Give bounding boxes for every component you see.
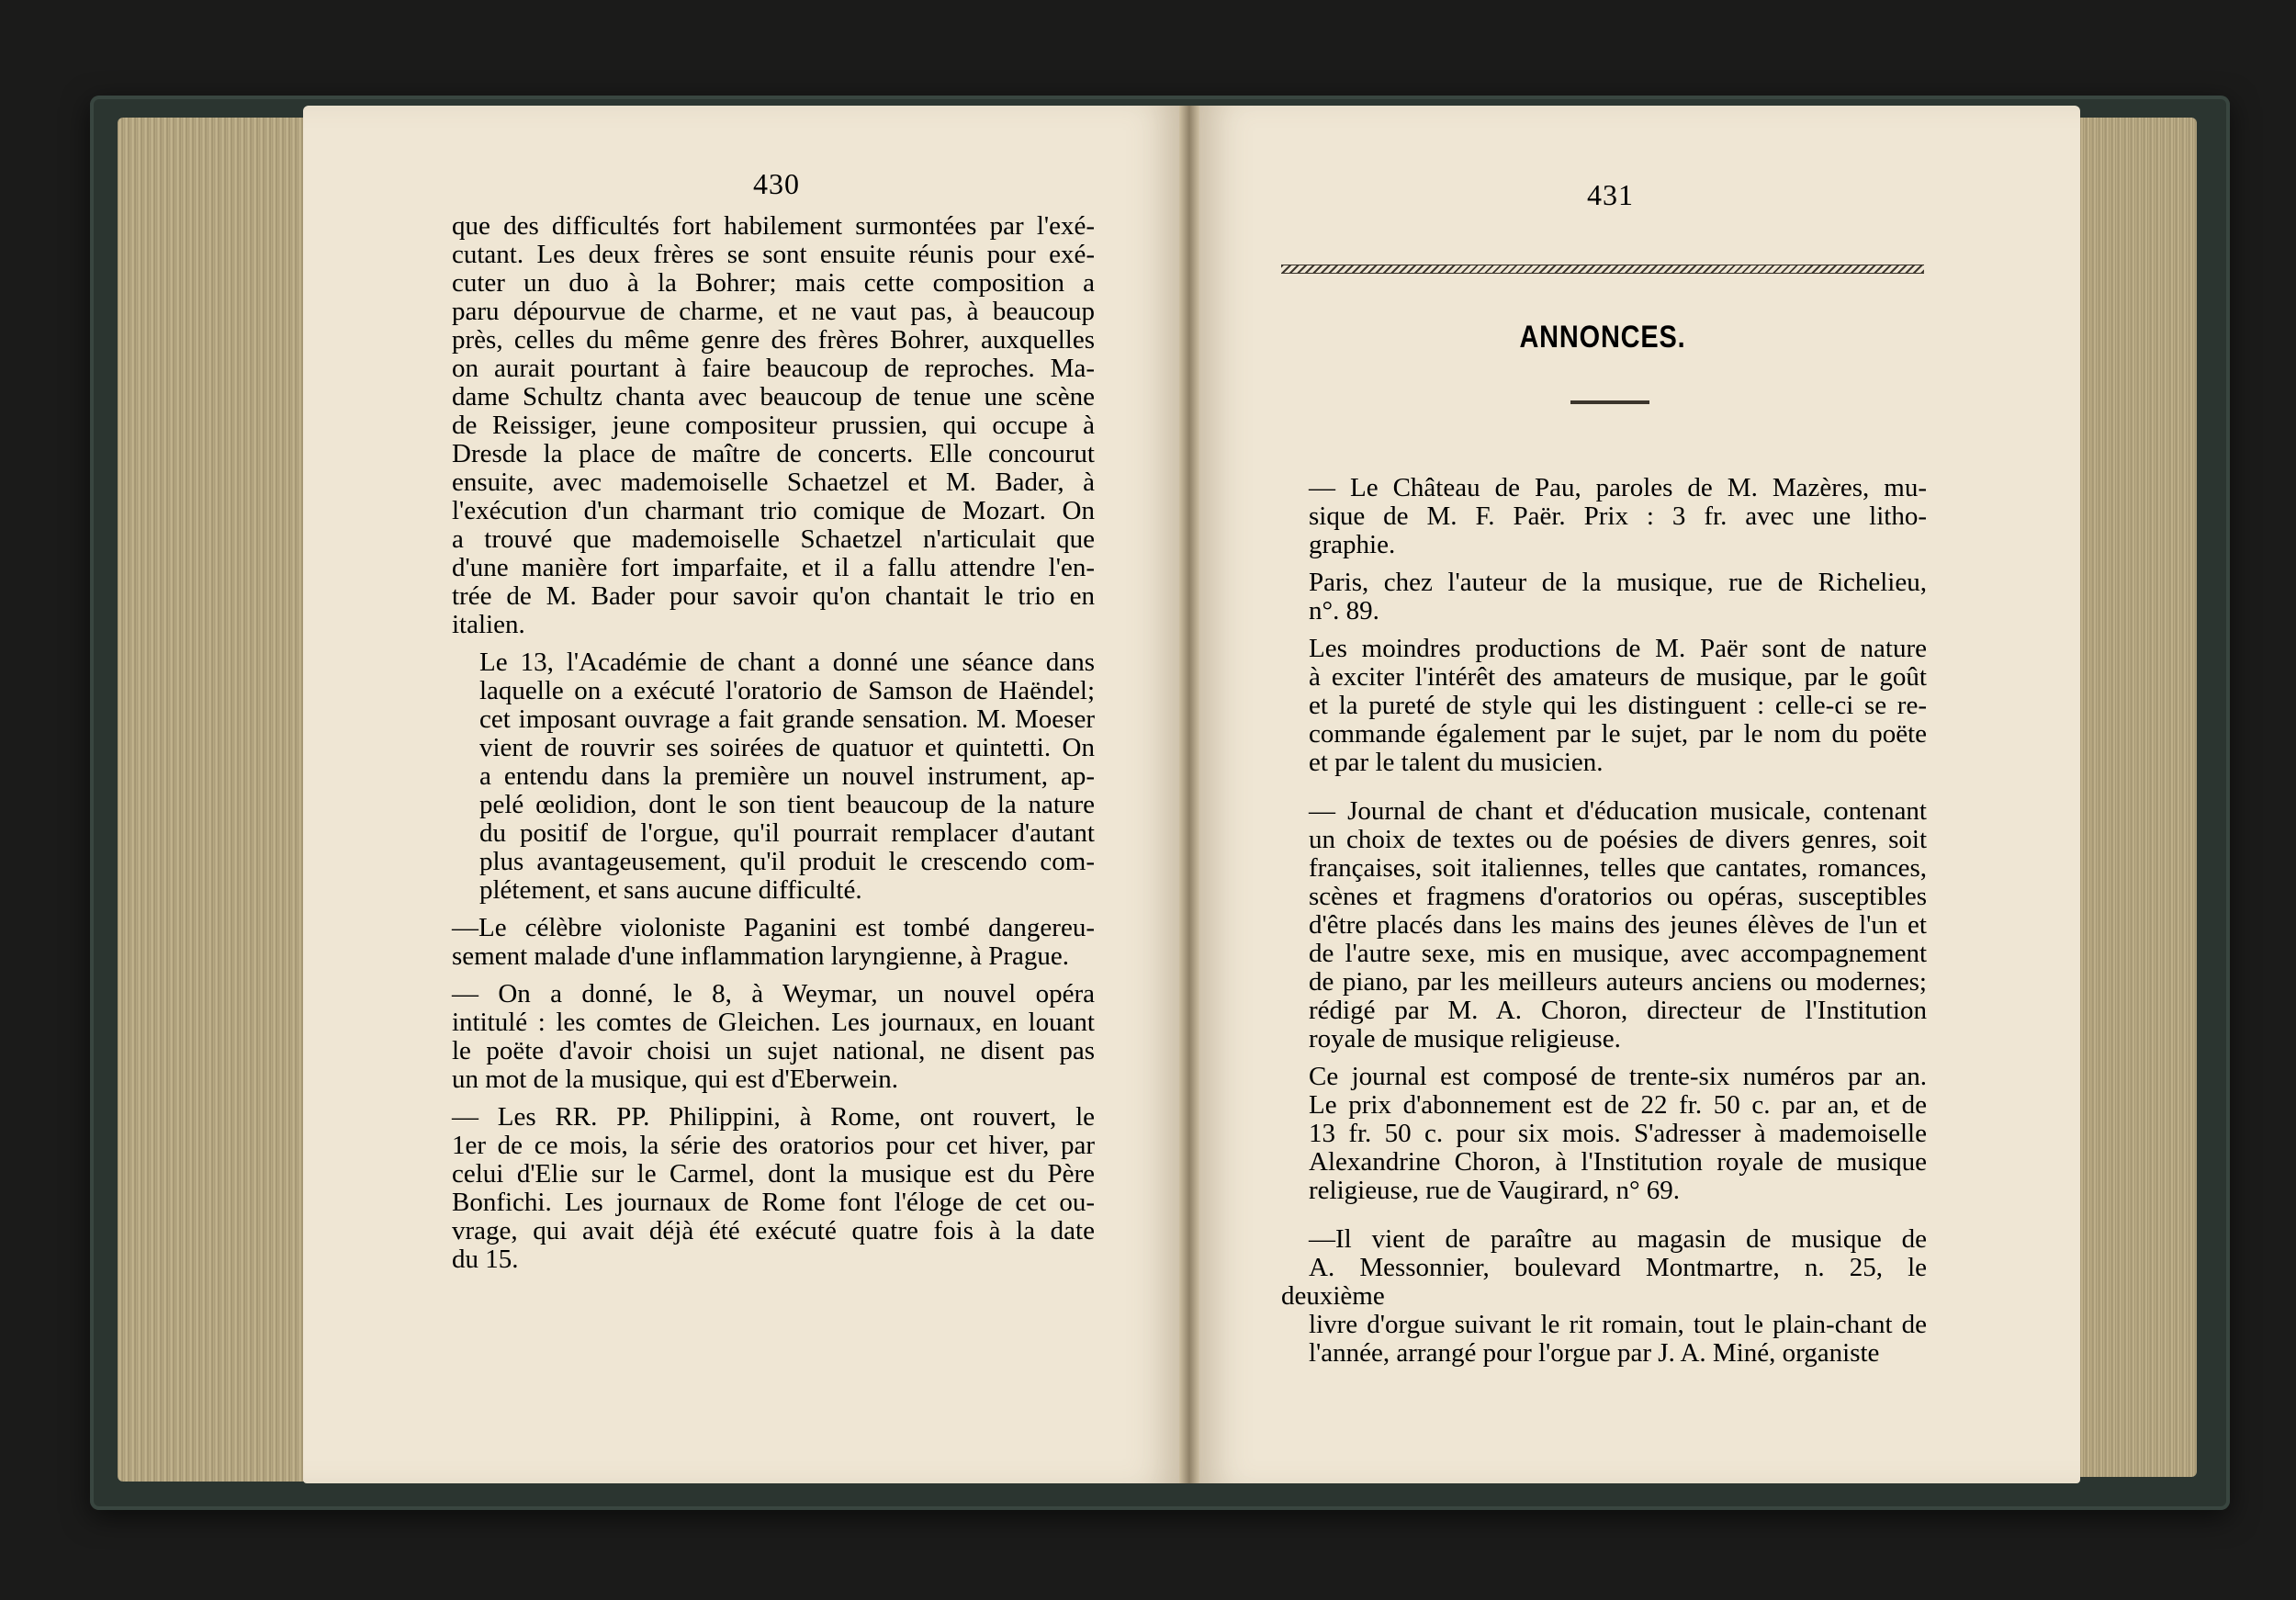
text-line: vient de rouvrir ses soirées de quatuor et quintetti. On <box>479 733 1095 762</box>
text-line: Alexandrine Choron, à l'Institution royale de musique <box>1309 1147 1927 1177</box>
text-line: d'une manière fort imparfaite, et il a fallu attendre l'en- <box>452 553 1095 582</box>
announcement-1-address <box>1281 569 1927 625</box>
text-line: laquelle on a exécuté l'oratorio de Samson de Haëndel; <box>479 676 1095 705</box>
announcement-1 <box>1281 474 1927 559</box>
short-rule <box>1570 400 1649 404</box>
text-line: italien. <box>452 610 525 639</box>
text-line: et la pureté de style qui les distinguent : celle-ci se re- <box>1309 691 1927 720</box>
text-line: commande également par le sujet, par le nom du poëte <box>1309 719 1927 749</box>
text-line: vrage, qui avait déjà été exécuté quatre fois à la date <box>452 1216 1095 1245</box>
text-line: sement malade d'une inflammation laryngienne, à Prague. <box>452 941 1069 971</box>
text-line: cet imposant ouvrage a fait grande sensation. M. Moeser <box>479 704 1095 734</box>
text-line: un mot de la musique, qui est d'Eberwein. <box>452 1065 899 1094</box>
text-line: — Journal de chant et d'éducation musicale, contenant <box>1309 796 1927 826</box>
announcement-2-details <box>1281 1063 1927 1205</box>
text-line: plus avantageusement, qu'il produit le crescendo com- <box>479 847 1095 876</box>
text-line: —Il vient de paraître au magasin de musique de <box>1309 1224 1927 1254</box>
text-line: — Les RR. PP. Philippini, à Rome, ont rouvert, le <box>452 1102 1095 1132</box>
text-line: à exciter l'intérêt des amateurs de musique, par le goût <box>1309 662 1927 692</box>
decorative-rule <box>1281 265 1924 274</box>
section-heading: ANNONCES. <box>1519 320 1686 355</box>
text-line: on aurait pourtant à faire beaucoup de reproches. Ma- <box>452 354 1095 383</box>
text-line: l'exécution d'un charmant trio comique de Mozart. On <box>452 496 1095 525</box>
announcement-1-comment <box>1281 635 1927 777</box>
text-line: Les moindres productions de M. Paër sont de nature <box>1309 634 1927 663</box>
text-line: Le 13, l'Académie de chant a donné une séance dans <box>479 648 1095 677</box>
text-line: cuter un duo à la Bohrer; mais cette composition a <box>452 268 1095 298</box>
text-line: cutant. Les deux frères se sont ensuite réunis pour exé- <box>452 240 1095 269</box>
page-number-left: 430 <box>753 167 800 200</box>
text-line: de piano, par les meilleurs auteurs anciens ou modernes; <box>1309 967 1927 997</box>
text-line: ensuite, avec mademoiselle Schaetzel et M. Bader, à <box>452 468 1095 497</box>
text-line: du 15. <box>452 1245 519 1274</box>
text-line: a entendu dans la première un nouvel instrument, ap- <box>479 761 1095 791</box>
text-line: 13 fr. 50 c. pour six mois. S'adresser à mademoiselle <box>1309 1119 1927 1148</box>
page-number-right: 431 <box>1587 178 1634 211</box>
text-line: rédigé par M. A. Choron, directeur de l'Institution <box>1309 996 1927 1025</box>
text-line: de l'autre sexe, mis en musique, avec accompagnement <box>1309 939 1927 968</box>
paragraph-5 <box>452 1103 1095 1274</box>
text-line: plétement, et sans aucune difficulté. <box>479 875 862 905</box>
text-line: —Le célèbre violoniste Paganini est tombé dangereu- <box>452 913 1095 942</box>
text-line: religieuse, rue de Vaugirard, n° 69. <box>1309 1176 1681 1205</box>
text-line: de Reissiger, jeune compositeur prussien, qui occupe à <box>452 411 1095 440</box>
text-line: que des difficultés fort habilement surmontées par l'exé- <box>452 211 1095 241</box>
text-line: le poëte d'avoir choisi un sujet national, ne disent pas <box>452 1036 1095 1065</box>
text-line: d'être placés dans les mains des jeunes élèves de l'un et <box>1309 910 1927 940</box>
text-line: du positif de l'orgue, qu'il pourrait remplacer d'autant <box>479 818 1095 848</box>
paragraph-2 <box>452 648 1095 905</box>
text-line: celui d'Elie sur le Carmel, dont la musique est du Père <box>452 1159 1095 1189</box>
page-edges-right <box>2077 118 2197 1477</box>
text-line: Bonfichi. Les journaux de Rome font l'éloge de cet ou- <box>452 1188 1095 1217</box>
book-gutter <box>1179 106 1199 1483</box>
text-line: — On a donné, le 8, à Weymar, un nouvel opéra <box>452 979 1095 1008</box>
text-line: et par le talent du musicien. <box>1309 748 1604 777</box>
text-line: — Le Château de Pau, paroles de M. Mazères, mu- <box>1309 473 1927 502</box>
text-line: A. Messonnier, boulevard Montmartre, n. 25, le deuxième <box>1281 1253 1927 1311</box>
text-line: sique de M. F. Paër. Prix : 3 fr. avec une litho- <box>1309 501 1927 531</box>
text-line: graphie. <box>1309 530 1396 559</box>
text-line: près, celles du même genre des frères Bohrer, auxquelles <box>452 325 1095 355</box>
right-text-column <box>1281 474 1927 1368</box>
text-line: intitulé : les comtes de Gleichen. Les journaux, en louant <box>452 1008 1095 1037</box>
paragraph-1 <box>452 212 1095 639</box>
text-line: 1er de ce mois, la série des oratorios pour cet hiver, par <box>452 1131 1095 1160</box>
text-line: livre d'orgue suivant le rit romain, tout le plain-chant de <box>1309 1310 1927 1339</box>
announcement-3 <box>1281 1225 1927 1368</box>
text-line: n°. 89. <box>1309 596 1379 625</box>
text-line: l'année, arrangé pour l'orgue par J. A. Miné, organiste <box>1309 1338 1880 1368</box>
text-line: un choix de textes ou de poésies de divers genres, soit <box>1309 825 1927 854</box>
text-line: françaises, soit italiennes, telles que cantates, romances, <box>1309 853 1927 883</box>
paragraph-3 <box>452 914 1095 971</box>
text-line: Paris, chez l'auteur de la musique, rue de Richelieu, <box>1309 568 1927 597</box>
text-line: royale de musique religieuse. <box>1309 1024 1621 1054</box>
text-line: a trouvé que mademoiselle Schaetzel n'articulait que <box>452 524 1095 554</box>
announcement-2 <box>1281 797 1927 1054</box>
text-line: Le prix d'abonnement est de 22 fr. 50 c. par an, et de <box>1309 1090 1927 1120</box>
text-line: paru dépourvue de charme, et ne vaut pas, à beaucoup <box>452 297 1095 326</box>
text-line: pelé œolidion, dont le son tient beaucoup de la nature <box>479 790 1095 819</box>
text-line: dame Schultz chanta avec beaucoup de tenue une scène <box>452 382 1095 411</box>
text-line: trée de M. Bader pour savoir qu'on chantait le trio en <box>452 581 1095 611</box>
text-line: Dresde la place de maître de concerts. Elle concourut <box>452 439 1095 468</box>
left-text-column <box>452 212 1095 1274</box>
text-line: Ce journal est composé de trente-six numéros par an. <box>1309 1062 1927 1091</box>
page-edges-left <box>118 118 310 1482</box>
text-line: scènes et fragmens d'oratorios ou opéras, susceptibles <box>1309 882 1927 911</box>
paragraph-4 <box>452 980 1095 1094</box>
